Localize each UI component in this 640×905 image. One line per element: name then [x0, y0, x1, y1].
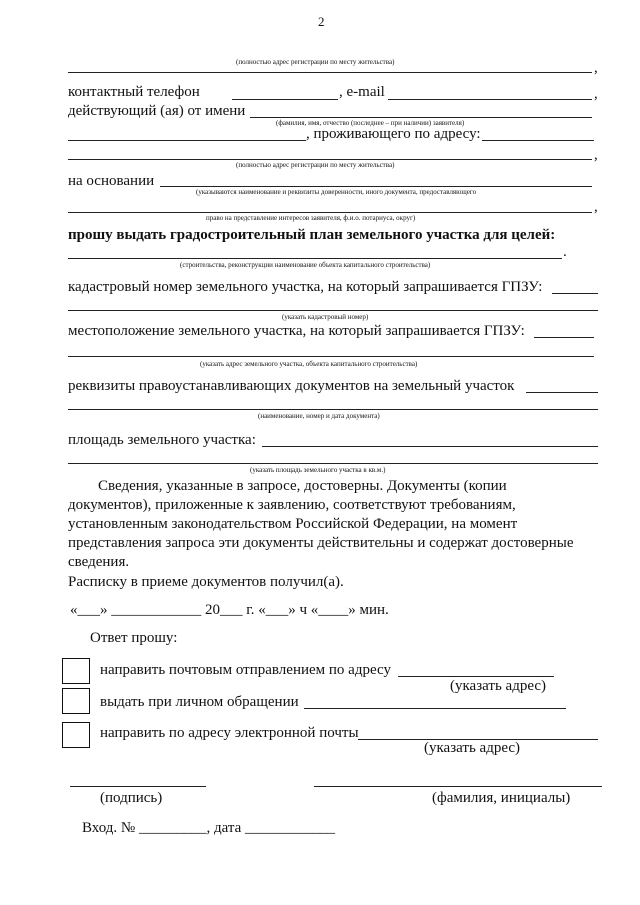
cadastral-label: кадастровый номер земельного участка, на который запрашивается ГПЗУ:	[68, 279, 543, 295]
phone-label: контактный телефон	[68, 84, 200, 100]
area-line-2[interactable]	[68, 463, 598, 464]
option-email-hint: (указать адрес)	[424, 740, 521, 756]
email-field[interactable]	[388, 99, 592, 100]
signature-label: (подпись)	[100, 790, 163, 806]
address-line-1[interactable]	[68, 72, 592, 73]
purpose-field[interactable]	[68, 258, 562, 259]
addr-reg-hint-2: (полностью адрес регистрации по месту жительства)	[236, 161, 395, 169]
location-field[interactable]	[534, 337, 594, 338]
comma-1: ,	[594, 60, 598, 76]
docs-field[interactable]	[526, 392, 598, 393]
residing-label: , проживающего по адресу:	[306, 126, 481, 142]
email-label: , e-mail	[339, 84, 385, 100]
option-post-hint: (указать адрес)	[450, 678, 547, 694]
phone-field[interactable]	[232, 99, 338, 100]
paragraph-line: установленным законодательством Российской Федерации, на момент	[68, 516, 518, 532]
address-line-2[interactable]	[68, 159, 592, 160]
confirmation-paragraph	[68, 477, 602, 572]
basis-line-2[interactable]	[68, 212, 592, 213]
basis-label: на основании	[68, 173, 155, 189]
area-hint: (указать площадь земельного участка в кв.м.)	[250, 466, 386, 474]
paragraph-line: сведения.	[68, 554, 130, 570]
receipt-date-line[interactable]: «___» ____________ 20___ г. «___» ч «____» мин.	[70, 602, 389, 618]
page-number: 2	[318, 14, 325, 29]
basis-field[interactable]	[160, 186, 592, 187]
area-label: площадь земельного участка:	[68, 432, 256, 448]
purpose-hint: (строительства, реконструкции наименование объекта капитального строительства)	[180, 261, 431, 269]
paragraph-line: Сведения, указанные в запросе, достоверны. Документы (копии	[98, 478, 507, 494]
basis-hint: (указываются наименование и реквизиты доверенности, иного документа, предоставляющего	[196, 188, 477, 196]
answer-label: Ответ прошу:	[90, 630, 178, 646]
name-initials-label: (фамилия, инициалы)	[432, 790, 571, 806]
location-label: местоположение земельного участка, на который запрашивается ГПЗУ:	[68, 323, 525, 339]
acting-label: действующий (ая) от имени	[68, 103, 246, 119]
fio-hint: (фамилия, имя, отчество (последнее – при наличии) заявителя)	[276, 119, 465, 127]
request-heading: прошу выдать градостроительный план земельного участка для целей:	[68, 227, 556, 243]
option-post-checkbox[interactable]	[62, 658, 90, 684]
acting-field[interactable]	[250, 117, 592, 118]
comma-3: ,	[594, 147, 598, 163]
docs-hint: (наименование, номер и дата документа)	[258, 412, 380, 420]
option-post-address-field[interactable]	[398, 676, 554, 677]
residing-field[interactable]	[482, 140, 594, 141]
basis-hint-2: право на представление интересов заявителя, ф.и.о. потариуса, округ)	[206, 214, 416, 222]
signature-field[interactable]	[70, 786, 206, 787]
cadastral-line-2[interactable]	[68, 310, 598, 311]
dot-1: .	[563, 244, 567, 260]
paragraph-line: документов), приложенные к заявлению, соответствуют требованиям,	[68, 497, 516, 513]
area-field[interactable]	[262, 446, 598, 447]
receipt-text: Расписку в приеме документов получил(а).	[68, 574, 344, 590]
option-personal-checkbox[interactable]	[62, 688, 90, 714]
option-email-label: направить по адресу электронной почты	[100, 725, 359, 741]
comma-4: ,	[594, 199, 598, 215]
location-line-2[interactable]	[68, 356, 594, 357]
cadastral-hint: (указать кадастровый номер)	[282, 313, 369, 321]
cadastral-field[interactable]	[552, 293, 598, 294]
applicant-name-field[interactable]	[68, 140, 306, 141]
comma-2: ,	[594, 86, 598, 102]
name-initials-field[interactable]	[314, 786, 602, 787]
incoming-registration[interactable]: Вход. № _________, дата ____________	[82, 820, 336, 836]
option-personal-label: выдать при личном обращении	[100, 694, 299, 710]
option-personal-field[interactable]	[304, 708, 566, 709]
paragraph-line: представления запроса эти документы действительны и содержат достоверные	[68, 535, 574, 551]
addr-reg-hint-1: (полностью адрес регистрации по месту жительства)	[236, 58, 395, 66]
docs-line-2[interactable]	[68, 409, 598, 410]
option-post-label: направить почтовым отправлением по адресу	[100, 662, 391, 678]
docs-label: реквизиты правоустанавливающих документов на земельный участок	[68, 378, 515, 394]
location-hint: (указать адрес земельного участка, объекта капитального строительства)	[200, 360, 418, 368]
option-email-checkbox[interactable]	[62, 722, 90, 748]
